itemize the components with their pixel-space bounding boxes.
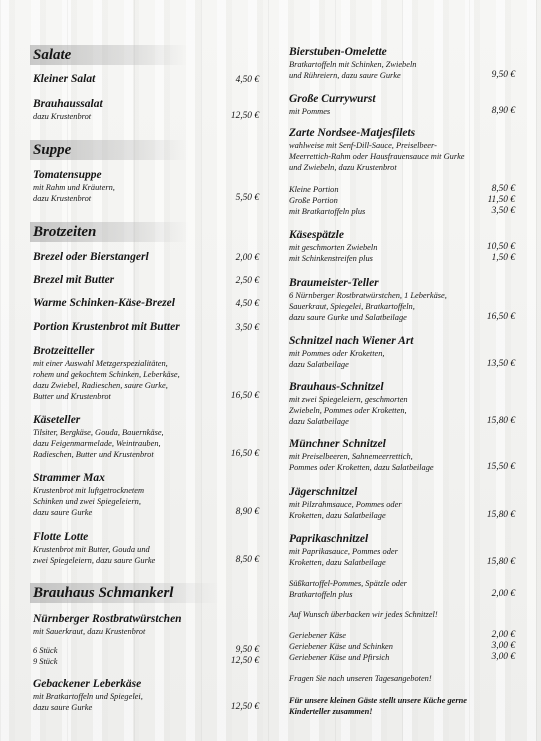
item-description: zwei Spiegeleiern, dazu saure Gurke: [33, 556, 156, 565]
item-price: 12,50 €: [230, 111, 259, 121]
portion-price: 3,50 €: [491, 206, 515, 216]
item-description: mit Pilzrahmsauce, Pommes oder: [289, 500, 402, 509]
item-description: dazu Salatbeilage: [289, 360, 349, 369]
item-description: Kroketten, dazu Salatbeilage: [289, 558, 386, 567]
item-description: Tilsiter, Bergkäse, Gouda, Bauernkäse,: [33, 428, 164, 437]
item-description: mit Preiselbeeren, Sahnemeerrettich,: [289, 452, 413, 461]
menu-item-brezel: [33, 250, 259, 264]
item-description: Schinken und zwei Spiegeleiern,: [33, 497, 141, 506]
item-name: Schnitzel nach Wiener Art: [289, 335, 414, 347]
portion-row: [289, 253, 515, 264]
item-name: Tomatensuppe: [33, 169, 102, 181]
menu-item-jaegerschnitzel: [289, 485, 515, 521]
menu-item-warme-brezel: [33, 296, 259, 310]
item-description: dazu Krustenbrot: [33, 112, 92, 121]
item-description: dazu Feigenmarmelade, Weintrauben,: [33, 439, 161, 448]
item-description: dazu saure Gurke: [33, 703, 93, 712]
item-price: 12,50 €: [230, 702, 259, 712]
option-label: Geriebener Käse: [289, 631, 346, 640]
menu-item-muenchner-schnitzel: [289, 437, 515, 473]
tagesangebote-note: Fragen Sie nach unseren Tagesangeboten!: [289, 674, 432, 683]
item-description: dazu Zwiebel, Radieschen, saure Gurke,: [33, 381, 168, 390]
item-description: mit Pommes oder Kroketten,: [289, 349, 385, 358]
portion-row: [289, 206, 515, 217]
option-price: 3,00 €: [491, 641, 515, 651]
item-price: 16,50 €: [230, 449, 259, 459]
item-price: 9,50 €: [491, 70, 515, 80]
menu-item-brezel-mit-butter: [33, 273, 259, 287]
item-description: dazu Salatbeilage: [289, 417, 349, 426]
item-price: 2,00 €: [491, 589, 515, 599]
item-name: Brauhaus-Schnitzel: [289, 381, 384, 393]
item-description: Krustenbrot mit Butter, Gouda und: [33, 545, 150, 554]
item-name: Nürnberger Rostbratwürstchen: [33, 613, 182, 625]
item-price: 4,50 €: [235, 299, 259, 309]
item-description: und Rühreiern, dazu saure Gurke: [289, 71, 401, 80]
item-description: Radieschen, Butter und Krustenbrot: [33, 450, 154, 459]
item-name: Jägerschnitzel: [289, 486, 358, 498]
item-price: 15,50 €: [486, 462, 515, 472]
item-name: Warme Schinken-Käse-Brezel: [33, 297, 175, 309]
item-price: 8,50 €: [235, 555, 259, 565]
item-description: Zwiebeln, Pommes oder Kroketten,: [289, 406, 407, 415]
portion-label: mit Bratkartoffeln plus: [289, 207, 366, 216]
item-price: 16,50 €: [486, 312, 515, 322]
item-description: Bratkartoffeln plus: [289, 590, 353, 599]
item-description: Sauerkraut, Spiegelei, Bratkartoffeln,: [289, 302, 415, 311]
menu-item-paprikaschnitzel: [289, 532, 515, 568]
item-price: 15,80 €: [486, 510, 515, 520]
section-heading-salate: Salate: [30, 45, 188, 65]
item-name: Brotzeitteller: [33, 345, 95, 357]
section-heading-brotzeiten: Brotzeiten: [30, 222, 188, 242]
portion-row: [33, 656, 259, 667]
item-name: Portion Krustenbrot mit Butter: [33, 321, 180, 333]
item-name: Paprikaschnitzel: [289, 533, 369, 545]
item-description: wahlweise mit Senf-Dill-Sauce, Preiselbeer-: [289, 141, 437, 150]
menu-item-beilagen: [289, 578, 515, 600]
menu-item-wiener-schnitzel: [289, 334, 515, 370]
item-name: Gebackener Leberkäse: [33, 678, 142, 690]
item-description: Meerrettich-Rahm oder Hausfrauensauce mit Gurke: [289, 152, 465, 161]
item-name: Kleiner Salat: [33, 73, 96, 85]
item-description: Bratkartoffeln mit Schinken, Zwiebeln: [289, 60, 417, 69]
section-heading-suppe: Suppe: [30, 140, 188, 160]
item-price: 13,50 €: [486, 359, 515, 369]
portion-price: 10,50 €: [486, 242, 515, 252]
portion-price: 9,50 €: [235, 645, 259, 655]
menu-item-kaeseteller: [33, 413, 259, 460]
item-description: Pommes oder Kroketten, dazu Salatbeilage: [289, 463, 434, 472]
item-price: 8,90 €: [235, 507, 259, 517]
portion-label: mit Schinkenstreifen plus: [289, 254, 373, 263]
item-description: 6 Nürnberger Rostbratwürstchen, 1 Leberkäse,: [289, 291, 447, 300]
item-description: dazu saure Gurke und Salatbeilage: [289, 313, 407, 322]
item-name: Strammer Max: [33, 472, 105, 484]
option-label: Geriebener Käse und Schinken: [289, 642, 393, 651]
item-name: Brezel mit Butter: [33, 274, 115, 286]
item-price: 15,80 €: [486, 557, 515, 567]
kinder-note-line2: Kinderteller zusammen!: [289, 707, 373, 716]
item-name: Käsespätzle: [289, 229, 344, 241]
item-price: 3,50 €: [235, 323, 259, 333]
portion-price: 1,50 €: [491, 253, 515, 263]
menu-item-braumeister-teller: [289, 276, 515, 323]
item-name: Brauhaussalat: [33, 98, 103, 110]
item-description: mit zwei Spiegeleiern, geschmorten: [289, 395, 408, 404]
section-heading-brauhaus-schmankerl: Brauhaus Schmankerl: [30, 583, 218, 603]
option-price: 3,00 €: [491, 652, 515, 662]
portion-row: [289, 184, 515, 195]
item-price: 4,50 €: [235, 75, 259, 85]
item-price: 5,50 €: [235, 193, 259, 203]
item-description: mit Rahm und Kräutern,: [33, 183, 115, 192]
portion-row: [289, 195, 515, 206]
menu-item-matjes: [289, 126, 515, 216]
item-description: mit Paprikasauce, Pommes oder: [289, 547, 398, 556]
portion-label: Große Portion: [289, 196, 338, 205]
menu-item-brotzeitteller: [33, 344, 259, 402]
item-name: Zarte Nordsee-Matjesfilets: [289, 127, 416, 139]
item-description: und Zwiebeln, dazu Krustenbrot: [289, 163, 397, 172]
item-name: Münchner Schnitzel: [289, 438, 386, 450]
portion-label: 9 Stück: [33, 657, 58, 666]
portion-row: [289, 242, 515, 253]
left-column: [33, 0, 259, 741]
portion-row: [33, 645, 259, 656]
portion-price: 8,50 €: [491, 184, 515, 194]
item-description: mit einer Auswahl Metzgerspezialitäten,: [33, 359, 168, 368]
item-description: Butter und Krustenbrot: [33, 392, 111, 401]
portion-label: 6 Stück: [33, 646, 58, 655]
portion-label: mit geschmorten Zwiebeln: [289, 243, 378, 252]
option-label: Geriebener Käse und Pfirsich: [289, 653, 390, 662]
menu-item-brauhaus-schnitzel: [289, 380, 515, 427]
menu-item-flotte-lotte: [33, 530, 259, 566]
menu-item-krustenbrot: [33, 320, 259, 334]
right-column: [289, 0, 515, 741]
ueberbacken-note: Auf Wunsch überbacken wir jedes Schnitzel!: [289, 610, 438, 619]
item-description: Kroketten, dazu Salatbeilage: [289, 511, 386, 520]
item-description: mit Pommes: [289, 107, 331, 116]
menu-item-currywurst: [289, 92, 515, 117]
menu-item-brauhaussalat: [33, 97, 259, 122]
item-price: 8,90 €: [491, 106, 515, 116]
menu-item-strammer-max: [33, 471, 259, 518]
portion-label: Kleine Portion: [289, 185, 339, 194]
item-description: Süßkartoffel-Pommes, Spätzle oder: [289, 579, 407, 588]
kaese-option-row: [289, 641, 515, 652]
item-name: Brezel oder Bierstangerl: [33, 251, 149, 263]
menu-item-rostbratwuerstchen: [33, 612, 259, 666]
kaese-option-row: [289, 630, 515, 641]
portion-price: 11,50 €: [487, 195, 515, 205]
item-price: 16,50 €: [230, 391, 259, 401]
menu-item-leberkaese: [33, 677, 259, 713]
item-name: Große Currywurst: [289, 93, 376, 105]
item-description: mit Sauerkraut, dazu Krustenbrot: [33, 627, 146, 636]
item-price: 15,80 €: [486, 416, 515, 426]
item-description: dazu Krustenbrot: [33, 194, 92, 203]
menu-item-kleiner-salat: [33, 72, 259, 86]
item-price: 2,50 €: [235, 276, 259, 286]
item-description: mit Bratkartoffeln und Spiegelei,: [33, 692, 143, 701]
item-name: Bierstuben-Omelette: [289, 46, 387, 58]
menu-item-omelette: [289, 45, 515, 81]
item-name: Käseteller: [33, 414, 81, 426]
portion-price: 12,50 €: [230, 656, 259, 666]
item-name: Flotte Lotte: [33, 531, 89, 543]
item-description: Krustenbrot mit luftgetrocknetem: [33, 486, 145, 495]
kinder-note-line1: Für unsere kleinen Gäste stellt unsere Küche gerne: [289, 696, 467, 705]
item-description: dazu saure Gurke: [33, 508, 93, 517]
menu-item-kaesespaetzle: [289, 228, 515, 263]
kaese-option-row: [289, 652, 515, 663]
option-price: 2,00 €: [491, 630, 515, 640]
menu-item-tomatensuppe: [33, 168, 259, 204]
item-name: Braumeister-Teller: [289, 277, 379, 289]
item-description: rohem und gekochtem Schinken, Leberkäse,: [33, 370, 180, 379]
item-price: 2,00 €: [235, 253, 259, 263]
